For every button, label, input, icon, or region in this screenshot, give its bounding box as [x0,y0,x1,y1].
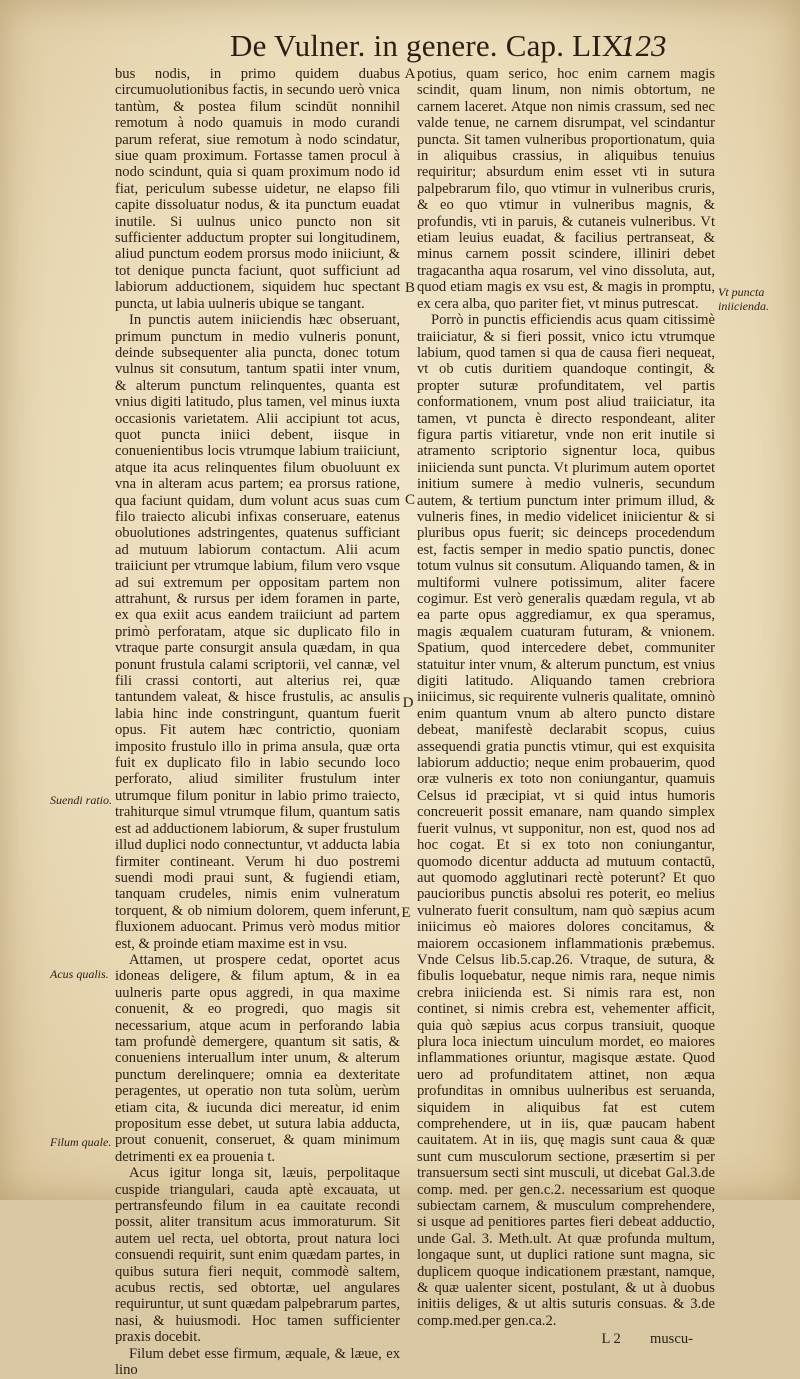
section-letter-b: B [404,280,415,296]
paragraph: In punctis autem iniiciendis hæc obseruant, primum punctum in medio vulneris ponunt, deinde subsequenter alia puncta, donec totum vulnus sit consutum, tantum spatii inter vnum, & alterum punctum relinquentes, quanta est vnius digiti latitudo, plus tamen, vel minus iuxta occasionis varietatem. Alii accipiunt tot acus, quot puncta iniici debent, iisque in conuenientibus locis vtrumque labium traiiciunt, atque ita acus relinquentes filum obuoluunt ex vna in alteram acus partem; ea prorsus ratione, qua faciunt quidam, dum volunt acus suas cum filo traiecto alicubi infixas conseruare, eatenus obuolutiones adstringentes, quatenus sufficiant ad mutuum labiorum contactum. Alii acum traiiciunt per vtrumque labium, filum vero vsque ad sui extremum per oppositam partem non attrahunt, & rursus per idem foramen in parte, ex qua exiit acus eandem traiiciunt ad partem primò perforatam, atque sic duplicato filo in vtraque parte consurgit ansula quædam, in qua ponunt frustula calami scriptorii, vel cannæ, vel fili crassi contorti, aut alterius rei, quæ tantundem valeat, & hisce frustulis, ac ansulis labia hinc inde constringunt, quantum fuerit opus. Fit autem hæc contrictio, quoniam imposito frustulo illo in prima ansula, quæ orta fuit ex duplicato filo in labio secundo loco perforato, aliud similiter frustulum inter utrumque filum ponitur in labio primo traiecto, trahiturque simul vtrumque filum, quantum satis est ad adductionem labiorum, & super frustulum illud duplici nodo connectuntur, vt adducta labia firmiter contineant. Verum hi duo postremi suendi modi praui sunt, & fugiendi etiam, tanquam crudeles, nimis enim vulneratum torquent, & ob nimium dolorem, quem inferunt, fluxionem aduocant. Primus verò modus mitior est, & proinde etiam maxime est in vsu. [115,312,400,952]
paragraph: potius, quam serico, hoc enim carnem magis scindit, quam linum, non nimis obtortum, ne carnem laceret. Atque non nimis crassum, sed nec valde tenue, ne carnem disrumpat, vel scindantur puncta. Sit tamen vulneribus proportionatum, quia in aliquibus crassius, in aliquibus tenuius requiritur; absurdum enim esset vti in sutura palpebrarum filo, quo vtimur in vulneribus cruris, & eo quo vtimur in vulneribus magnis, & profundis, vti in paruis, & cutaneis vulneribus. Vt etiam leuius euadat, & facilius pertranseat, & minus carnem possit scindere, illiniri debet tragacantha aqua rosarum, vel vino dissoluta, aut, quod etiam magis ex vsu est, & magis in promptu, ex cera alba, quo pariter fiet, vt minus putrescat. [417,66,715,312]
section-letter-e: E [401,905,411,921]
section-letter-c: C [404,492,415,508]
margin-note-acus-qualis: Acus qualis. [50,967,109,981]
running-header-title: De Vulner. in genere. Cap. LIX. [230,28,633,63]
paragraph: Attamen, ut prospere cedat, oportet acus idoneas deligere, & filum aptum, & in ea uulneris parte opus aggredi, in qua maxime conuenit, & eo progredi, quo magis sit necessarium, atque acum in perforando labia tam profundè demergere, quantum sit satis, & conueniens interuallum inter unum, & alterum punctum derelinquere; omnia ea dexteritate peragentes, ut operatio non tuta solùm, uerùm etiam cita, & iucunda dici mereatur, id enim propositum esse debet, ut sutura labia adducta, prout conuenit, conseruet, & quam minimum detrimenti ex ea prouenia t. [115,951,400,1165]
page-number: 123 [620,28,667,63]
margin-note-suendi-ratio: Suendi ratio. [50,793,112,807]
right-text-column [417,66,715,1348]
left-text-column [115,66,400,1379]
paragraph: Porrò in punctis efficiendis acus quam citissimè traiiciatur, & si fieri possit, vnico ictu vtrumque labium, quod tamen si qua de causa fieri nequeat, vt ob cutis duritiem quandoque contingit, & propter suturæ profunditatem, vel partis conformationem, vnum post aliud traiiciatur, ita tamen, vt puncta è directo respondeant, aliter figura partis vitiaretur, vnde non erit inutile si atramento scriptorio signentur loca, quibus iniicienda sunt puncta. Vt plurimum autem oportet initium sumere à medio vulneris, secundum autem, & tertium punctum inter primum illud, & vulneris fines, in medio videlicet iniicientur & si pluribus opus fuerit; sic deinceps procedendum est, factis semper in medio spatio punctis, donec totum vulnus sit consutum. Aliquando tamen, & in multiformi vulnere potissimum, aliter facere cogimur. Est verò generalis quædam regula, vt ab ea parte opus aggrediamur, ex qua speramus, magis æqualem cuaturam futuram, & vnionem. Spatium, quod intercedere debet, communiter statuitur inter vnum, & alterum punctum, est vnius digiti latitudo. Aliquando tamen crebriora iniicimus, sic requirente vulneris qualitate, omninò enim quantum vnum ab altero puncto distare debeat, manifestè declarabit scopus, cuius assequendi gratia punctis vtimur, qui est exquisita labiorum adductio; neque enim probauerim, quod oræ vulneris ex toto non coniungantur, quamuis Celsus id præcipiat, vt si quid intus humoris concreuerit possit emanare, nam quando simplex fuerit vulnus, vt supponitur, non est, quod nos ad hoc cogat. Et si ex toto non coniungantur, quomodo dicentur adducta ad mutuum contactū, aut quomodo agglutinari rectè poterunt? Et quo paucioribus punctis absolui res poterit, eo melius vulnerato fuerit consultum, nam quò sæpius acum iniicimus eò maiores dolores concitamus, & maiorem occasionem inflammationis præbemus. Vnde Celsus lib.5.cap.26. Vtraque, de sutura, & fibulis loquebatur, neque nimis rara, neque nimis crebra iniicienda est. Si nimis rara est, non continet, si nimis crebra est, vehementer afficit, quia quò sæpius acus corpus transiuit, quoque plura loca iniectum uinculum mordet, eo maiores inflammationes oriuntur, magisque æstate. Quod uero ad profunditatem attinet, non æqua profunditas in omnibus uulneribus est seruanda, siquidem in aliquibus fat est cutem comprehendere, ut in iis, quæ paucam habent cauitatem. At in iis, quę magis sunt caua & quæ sunt cum musculorum sectione, præsertim si per transuersum secti sint musculi, ut dicebat Gal.3.de comp. med. per gen.c.2. necessarium est quoque subiectam carnem, & musculum comprehendere, si usque ad penitiores partes fieri debeat adductio, unde Gal. 3. Meth.ult. At quæ profunda multum, longaque sunt, ut duplici ratione sunt magna, sic duplicem quoque indicationem præstant, namque, & quæ ualenter sicent, postulant, & ut à duobus initiis deliges, & ut altis suturis consuas. & 3.de comp.med.per gen.ca.2. [417,312,715,1329]
signature-line [417,1331,715,1347]
section-letter-d: D [402,695,414,711]
margin-note-filum-quale: Filum quale. [50,1135,112,1149]
margin-note-vt-puncta: Vt puncta iniicienda. [718,285,769,313]
signature-mark: L 2 [601,1331,621,1348]
section-letter-a: A [404,66,416,82]
paragraph: Filum debet esse firmum, æquale, & læue, ex lino [115,1345,400,1379]
catchword: muscu- [650,1331,693,1348]
paragraph: bus nodis, in primo quidem duabus circumuolutionibus factis, in secundo uerò vnica tantùm, & postea filum scindūt nonnihil remotum à nodo quamuis in modo curandi parum referat, siue remotum à nodo scindatur, siue quam proximum. Fortasse tamen procul à nodo scindunt, quia si quam proximum nodo id fiat, periculum subesse uidetur, ne elapso fili capite dissoluatur nodus, & ita punctum euadat inutile. Si uulnus unico puncto non sit sufficienter adductum propter sui longitudinem, aliud punctum eodem prorsus modo iniiciunt, & tot denique puncta faciunt, quot sufficiunt ad labiorum adductionem, siquidem huc spectant puncta, ut labia uulneris ubique se tangant. [115,66,400,312]
paragraph: Acus igitur longa sit, læuis, perpolitaque cuspide triangulari, cauda aptè excauata, ut pertransfeundo filum in ea cauitate recondi possit, aliter transitum acus immoraturum. Sit autem uel recta, uel obtorta, prout natura loci consuendi requirit, sunt enim quædam partes, in quibus sutura fieri nequit, commodè saltem, acubus rectis, sed obtortæ, uel angulares requiruntur, ut sunt quædam palpebrarum partes, nasi, & huiusmodi. Hoc tamen sufficienter praxis docebit. [115,1165,400,1346]
